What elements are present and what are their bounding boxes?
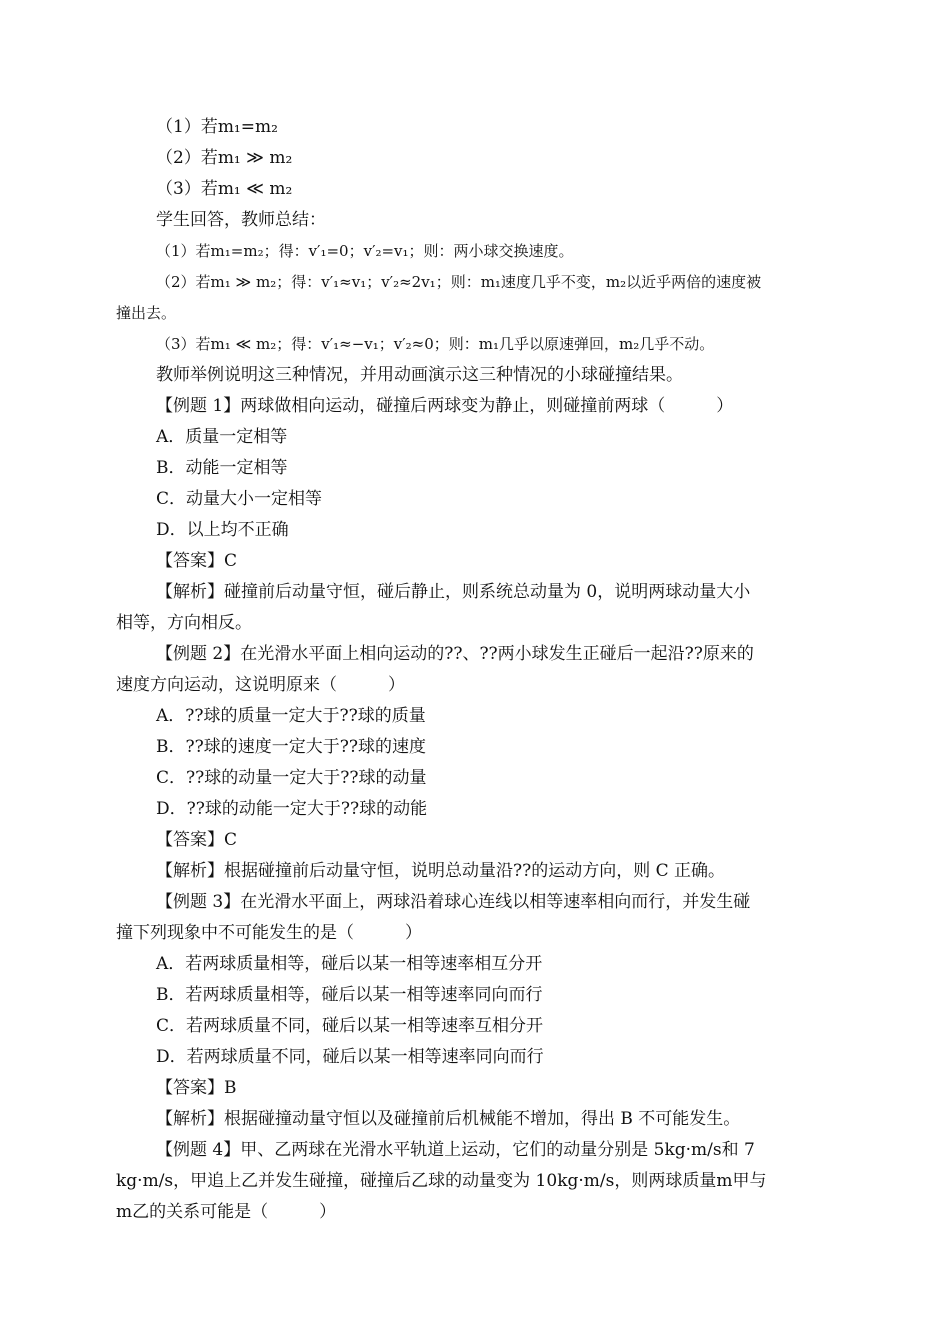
example-3-option-b: B．若两球质量相等，碰后以某一相等速率同向而行 — [156, 985, 543, 1005]
example-1-option-d: D．以上均不正确 — [156, 520, 289, 540]
case-line-1: （1）若m₁=m₂ — [156, 117, 278, 137]
example-1-analysis-cont: 相等，方向相反。 — [116, 613, 252, 633]
example-2-question: 【例题 2】在光滑水平面上相向运动的??、??两小球发生正碰后一起沿??原来的 — [156, 644, 754, 664]
example-2-option-b: B．??球的速度一定大于??球的速度 — [156, 737, 426, 757]
example-2-answer: 【答案】C — [156, 830, 238, 850]
example-1-answer: 【答案】C — [156, 551, 238, 571]
example-3-question: 【例题 3】在光滑水平面上，两球沿着球心连线以相等速率相向而行，并发生碰 — [156, 892, 751, 912]
summary-line-1: （1）若m₁=m₂；得：v′₁=0；v′₂=v₁；则：两小球交换速度。 — [156, 242, 574, 260]
example-1-option-a: A．质量一定相等 — [156, 427, 288, 447]
summary-line-2-cont: 撞出去。 — [116, 304, 177, 322]
case-line-3: （3）若m₁ ≪ m₂ — [156, 179, 293, 199]
example-2-analysis: 【解析】根据碰撞前后动量守恒，说明总动量沿??的运动方向，则 C 正确。 — [156, 861, 726, 881]
summary-line-3: （3）若m₁ ≪ m₂；得：v′₁≈−v₁；v′₂≈0；则：m₁几乎以原速弹回，m₂几乎不动。 — [156, 335, 715, 353]
example-2-question-cont: 速度方向运动，这说明原来（ ） — [116, 675, 405, 695]
example-3-question-cont: 撞下列现象中不可能发生的是（ ） — [116, 923, 422, 943]
example-2-option-d: D．??球的动能一定大于??球的动能 — [156, 799, 428, 819]
example-3-option-d: D．若两球质量不同，碰后以某一相等速率同向而行 — [156, 1047, 544, 1067]
example-4-question-cont: kg·m/s，甲追上乙并发生碰撞，碰撞后乙球的动量变为 10kg·m/s，则两球质量m甲与 — [116, 1171, 767, 1191]
example-1-analysis: 【解析】碰撞前后动量守恒，碰后静止，则系统总动量为 0，说明两球动量大小 — [156, 582, 751, 602]
summary-intro: 学生回答，教师总结： — [156, 210, 326, 230]
example-3-option-a: A．若两球质量相等，碰后以某一相等速率相互分开 — [156, 954, 543, 974]
example-4-question-cont-2: m乙的关系可能是（ ） — [116, 1202, 337, 1222]
example-4-question: 【例题 4】甲、乙两球在光滑水平轨道上运动，它们的动量分别是 5kg·m/s和 7 — [156, 1140, 755, 1160]
example-3-answer: 【答案】B — [156, 1078, 237, 1098]
teacher-note: 教师举例说明这三种情况，并用动画演示这三种情况的小球碰撞结果。 — [156, 365, 683, 385]
document-page — [116, 112, 838, 1228]
example-3-option-c: C．若两球质量不同，碰后以某一相等速率互相分开 — [156, 1016, 544, 1036]
case-line-2: （2）若m₁ ≫ m₂ — [156, 148, 293, 168]
example-1-option-c: C．动量大小一定相等 — [156, 489, 323, 509]
example-2-option-a: A．??球的质量一定大于??球的质量 — [156, 706, 426, 726]
example-1-question: 【例题 1】两球做相向运动，碰撞后两球变为静止，则碰撞前两球（ ） — [156, 396, 734, 416]
example-2-option-c: C．??球的动量一定大于??球的动量 — [156, 768, 427, 788]
example-3-analysis: 【解析】根据碰撞动量守恒以及碰撞前后机械能不增加，得出 B 不可能发生。 — [156, 1109, 741, 1129]
example-1-option-b: B．动能一定相等 — [156, 458, 288, 478]
summary-line-2: （2）若m₁ ≫ m₂；得：v′₁≈v₁；v′₂≈2v₁；则：m₁速度几乎不变，m₂以近乎两倍的速度被 — [156, 273, 762, 291]
